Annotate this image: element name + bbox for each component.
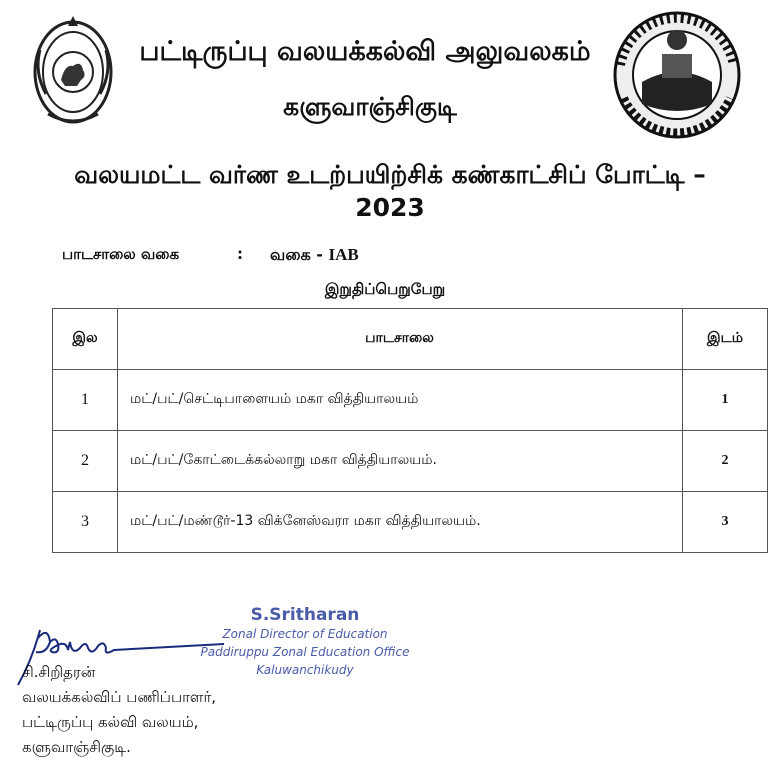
table-header-row bbox=[53, 309, 768, 370]
signatory-place: களுவாஞ்சிகுடி. bbox=[22, 738, 131, 756]
stamp-name: S.Sritharan bbox=[250, 605, 360, 625]
stamp-title: Zonal Director of Education bbox=[222, 627, 388, 641]
row-school: மட்/பட்/செட்டிபாளையம் மகா வித்தியாலயம் bbox=[118, 370, 683, 431]
header-school: பாடசாலை bbox=[118, 309, 683, 370]
signatory-name: சி.சிறிதரன் bbox=[22, 663, 96, 681]
results-table bbox=[52, 308, 768, 553]
row-place: 2 bbox=[683, 431, 768, 492]
category-code: IAB bbox=[328, 245, 359, 264]
header-place: இடம் bbox=[683, 309, 768, 370]
category-label: பாடசாலை வகை bbox=[62, 245, 180, 263]
signatory-zone: பட்டிருப்பு கல்வி வலயம், bbox=[22, 713, 199, 731]
office-name: பட்டிருப்பு வலயக்கல்வி அலுவலகம் bbox=[139, 36, 591, 67]
sri-lanka-emblem-icon bbox=[28, 10, 118, 128]
signatory-designation: வலயக்கல்விப் பணிப்பாளர், bbox=[22, 688, 217, 706]
row-place: 3 bbox=[683, 492, 768, 553]
results-subtitle: இறுதிப்பெறுபேறு bbox=[324, 280, 446, 298]
signatory-block bbox=[22, 660, 216, 760]
category-value bbox=[270, 245, 359, 266]
row-no: 2 bbox=[53, 431, 118, 492]
table-row bbox=[53, 492, 768, 553]
category-prefix: வகை - bbox=[270, 245, 329, 264]
zone-logo-icon bbox=[612, 10, 742, 140]
category-separator: : bbox=[237, 245, 243, 263]
row-place: 1 bbox=[683, 370, 768, 431]
row-school: மட்/பட்/மண்டூர்-13 விக்னேஸ்வரா மகா வித்தியாலயம். bbox=[118, 492, 683, 553]
office-location: களுவாஞ்சிகுடி bbox=[283, 92, 457, 121]
row-no: 3 bbox=[53, 492, 118, 553]
stamp-location: Kaluwanchikudy bbox=[256, 663, 354, 677]
stamp-office: Paddiruppu Zonal Education Office bbox=[200, 645, 410, 659]
header-no: இல bbox=[53, 309, 118, 370]
document-title: வலயமட்ட வர்ண உடற்பயிற்சிக் கண்காட்சிப் போட்டி – 2023 bbox=[74, 160, 706, 222]
row-school: மட்/பட்/கோட்டைக்கல்லாறு மகா வித்தியாலயம். bbox=[118, 431, 683, 492]
row-no: 1 bbox=[53, 370, 118, 431]
table-row bbox=[53, 431, 768, 492]
table-row bbox=[53, 370, 768, 431]
